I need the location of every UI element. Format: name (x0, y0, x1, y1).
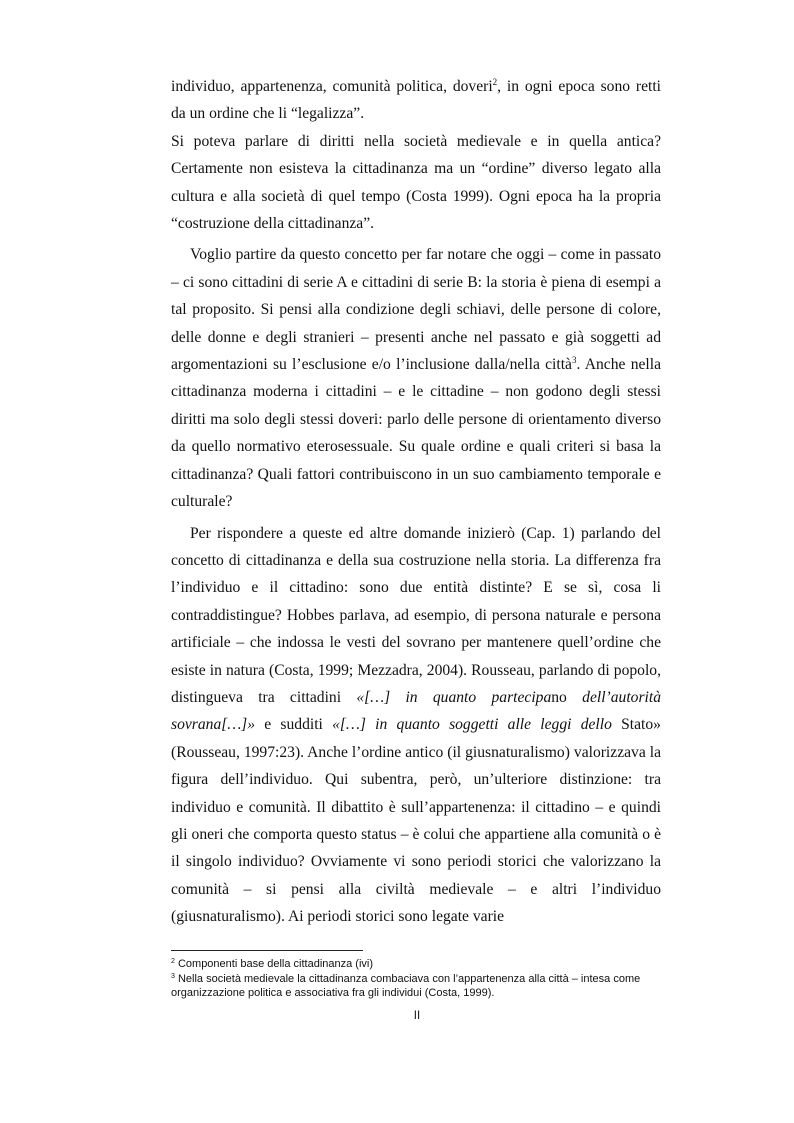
paragraph (171, 128, 661, 238)
body-text (171, 73, 661, 931)
italic-quote: «[…] in quanto soggetti alle leggi dello (332, 716, 612, 734)
text-run: Si poteva parlare di diritti nella società medievale e in quella antica? Certamente non esisteva la cittadinanza ma un “ordine” diverso legato alla cultura e alla società di quel tempo (Costa 1999). Ogni epoca ha la propria “costruzione della cittadinanza”. (171, 132, 661, 233)
page-number: II (413, 1010, 421, 1022)
footnote-text: Nella società medievale la cittadinanza combaciava con l’appartenenza alla città – intesa come organizzazione politica e associativa fra gli individui (Costa, 1999). (171, 972, 641, 999)
footnote-reference: 3 (571, 355, 577, 366)
text-run: Stato» (Rousseau, 1997:23). Anche l’ordine antico (il giusnaturalismo) valorizzava la figura dell’individuo. Qui subentra, però, un’ulteriore distinzione: tra individuo e comunità. Il dibattito è sull’appartenenza: il cittadino – e quindi gli oneri che comporta questo status – è colui che appartiene alla comunità o è il singolo individuo? Ovviamente vi sono periodi storici che valorizzano la comunità – si pensi alla civiltà medievale – e altri l’individuo (giusnaturalismo). Ai periodi storici sono legate varie (171, 716, 661, 926)
footnote-number: 3 (171, 972, 175, 980)
footnote (171, 972, 661, 1001)
text-run: . Anche nella cittadinanza moderna i cittadini – e le cittadine – non godono degli stessi diritti ma solo degli stessi doveri: parlo delle persone di orientamento diverso da quello normativo eterosessuale. Su quale ordine e quali criteri si basa la cittadinanza? Quali fattori contribuiscono in un suo cambiamento temporale e culturale? (171, 356, 661, 511)
text-run: no (551, 688, 583, 706)
footnote-text: Componenti base della cittadinanza (ivi) (177, 958, 374, 970)
text-run: individuo, appartenenza, comunità politica, doveri (171, 78, 493, 95)
footnote (171, 957, 661, 972)
paragraph (171, 241, 661, 515)
footnote-reference: 2 (492, 77, 498, 87)
footnote-separator (171, 950, 363, 951)
text-run: , in ogni epoca sono retti da un ordine che li “legalizza”. (171, 78, 661, 123)
text-run: Voglio partire da questo concetto per far notare che oggi – come in passato – ci sono cittadini di serie A e cittadini di serie B: la storia è piena di esempi a tal proposito. Si pensi alla condizione degli schiavi, delle persone di colore, delle donne e degli stranieri – presenti anche nel passato e già soggetti ad argomentazioni su l’esclusione e/o l’inclusione dalla/nella città (171, 246, 661, 374)
italic-quote: dell’autorità sovrana[…]» (171, 688, 661, 734)
italic-quote: «[…] in quanto partecipa (356, 688, 552, 706)
footnotes (171, 957, 661, 1001)
text-run: Per rispondere a queste ed altre domande inizierò (Cap. 1) parlando del concetto di cittadinanza e della sua costruzione nella storia. La differenza fra l’individuo e il cittadino: sono due entità distinte? E se sì, cosa li contraddistingue? Hobbes parlava, ad esempio, di persona naturale e persona artificiale – che indossa le vesti del sovrano per mantenere quell’ordine che esiste in natura (Costa, 1999; Mezzadra, 2004). Rousseau, parlando di popolo, distingueva tra cittadini (171, 524, 661, 706)
footnote-number: 2 (171, 958, 175, 965)
paragraph (171, 73, 661, 128)
text-run: e sudditi (255, 716, 333, 734)
paragraph (171, 520, 661, 931)
